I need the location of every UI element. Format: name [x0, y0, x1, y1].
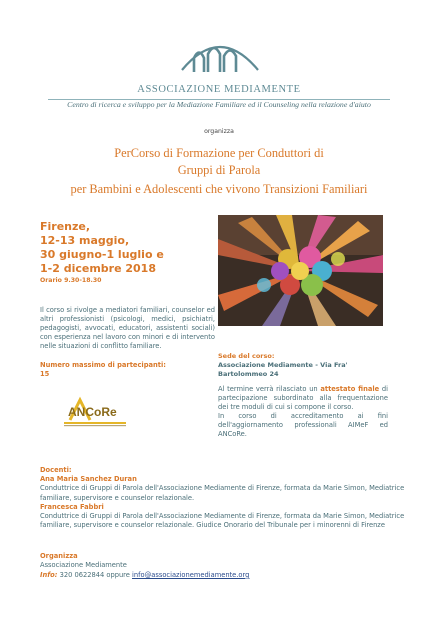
event-date-3: 1-2 dicembre 2018 — [40, 262, 156, 275]
event-dates — [40, 220, 200, 276]
certificate-highlight: attestato finale — [320, 385, 380, 393]
hands-color-photo — [218, 215, 383, 326]
teacher-name: Ana Maria Sanchez Duran — [40, 475, 137, 484]
venue-label: Sede del corso: — [218, 352, 275, 360]
course-title-line-1: PerCorso di Formazione per Conduttori di — [114, 146, 324, 160]
event-date-1: 12-13 maggio, — [40, 234, 130, 247]
venue-address: Associazione Mediamente - Via Fra' Bartolommeo 24 — [218, 361, 348, 378]
max-participants-label: Numero massimo di partecipanti: — [40, 361, 166, 369]
ancore-logo — [60, 394, 130, 430]
event-hours: Orario 9.30-18.30 — [40, 277, 102, 284]
association-logo-arches — [178, 30, 262, 74]
info-label: Info: — [40, 570, 58, 579]
certificate-info — [218, 385, 388, 438]
certificate-text-post: di partecipazione subordinato alla frequentazione dei tre moduli di cui si compone il corso. — [218, 385, 389, 411]
association-name: ASSOCIAZIONE MEDIAMENTE — [137, 84, 301, 95]
course-title-line-3: per Bambini e Adolescenti che vivono Transizioni Familiari — [70, 182, 368, 196]
teacher-description: Conduttrice di Gruppi di Parola dell'Associazione Mediamente di Firenze, formata da Marie Simon, Mediatrice familiare, supervisore e counselor relazionale. Giudice Onorario del Tribunale per i minorenni di Firenze — [40, 512, 405, 530]
event-date-2: 30 giugno-1 luglio e — [40, 248, 164, 261]
max-participants-value: 15 — [40, 369, 50, 378]
contact-email-link[interactable]: info@associazionemediamente.org — [132, 570, 250, 579]
association-subtitle: Centro di ricerca e sviluppo per la Mediazione Familiare ed il Counseling nella relazione d'aiuto — [67, 100, 371, 109]
contact-line — [40, 571, 412, 580]
teachers-section — [40, 466, 412, 530]
organizer-contact — [40, 552, 412, 580]
accreditation-text: In corso di accreditamento ai fini dell'aggiornamento professionali AIMeF ed ANCoRe. — [218, 411, 388, 438]
teacher-description: Conduttrice di Gruppi di Parola dell'Associazione Mediamente di Firenze, formata da Marie Simon, Mediatrice familiare, supervisore e counselor relazionale. — [40, 484, 405, 502]
course-title-line-2: Gruppi di Parola — [177, 163, 261, 177]
teacher-name: Francesca Fabbri — [40, 502, 104, 511]
teachers-label: Docenti: — [40, 466, 72, 474]
max-participants — [40, 361, 215, 379]
organizza-label: organizza — [204, 128, 234, 135]
ancore-logo-text: ANCoRe — [68, 405, 117, 419]
organizer-label: Organizza — [40, 552, 78, 560]
event-city: Firenze, — [40, 220, 91, 233]
contact-phone: 320 0622844 oppure — [57, 570, 133, 579]
course-intro-text: Il corso si rivolge a mediatori familiari, counselor ed altri professionisti (psicologi, medici, psichiatri, pedagogisti, avvocati, educatori, assistenti sociali) con esperienza nel lavoro con minori e di intervento nelle situazioni di conflitto familiare. — [40, 306, 215, 350]
organizer-name: Associazione Mediamente — [40, 561, 127, 570]
certificate-text-pre: Al termine verrà rilasciato un — [218, 385, 321, 393]
